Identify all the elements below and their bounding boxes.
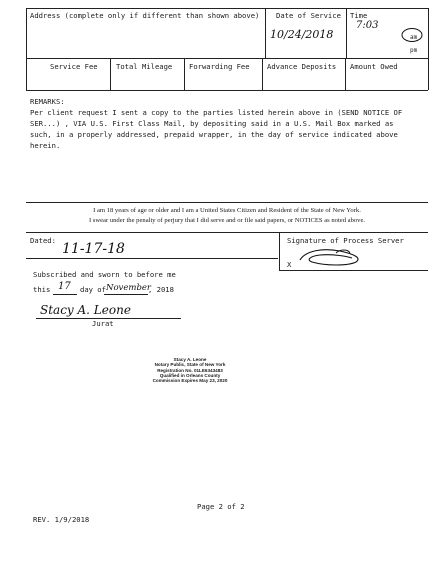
statement-top-rule [26,202,428,203]
signature-underline [279,270,428,271]
forwarding-fee-label: Forwarding Fee [189,62,250,71]
x-mark: X [287,260,292,269]
date-of-service-label: Date of Service [276,11,341,20]
dated-underline [26,258,278,259]
table-bottom-border [26,90,428,91]
notary-county: Qualified in Orleans County [159,372,221,378]
notary-registration: Registration No. 01LE6343483 [157,367,223,373]
remarks-line-2: SER...) , VIA U.S. First Class Mail, by depositing said in a U.S. Mail Box marked as [30,119,394,128]
remarks-line-4: herein. [30,141,61,150]
jurat-label: Jurat [92,319,114,328]
col-divider-time [346,8,347,58]
month-underline [104,294,148,295]
fee-col-divider-2 [184,58,185,90]
dated-value: 11-17-18 [62,241,125,257]
signature-divider [279,232,280,270]
jurat-day-of: day of [80,285,106,294]
time-label: Time [350,11,368,20]
address-label: Address (complete only if different than shown above) [30,11,260,20]
notary-commission: Commission Expires May 23, 2020 [152,378,228,384]
notary-title: Notary Public, State of New York [154,362,226,368]
subscribed-text: Subscribed and sworn to before me [33,270,176,279]
jurat-this: this [33,285,51,294]
remarks-line-3: such, in a properly addressed, prepaid wrapper, in the day of service indicated above [30,130,398,139]
time-value: 7:03 [356,20,379,31]
notary-stamp [125,357,255,383]
jurat-month: November [106,283,151,293]
pm-label: pm [410,47,418,54]
jurat-day-number: 17 [58,281,71,292]
day-underline [53,294,77,295]
process-server-label: Signature of Process Server [287,236,404,245]
table-row-divider [26,58,428,59]
service-fee-label: Service Fee [50,62,98,71]
advance-deposits-label: Advance Deposits [267,62,337,71]
fee-col-divider-4 [345,58,346,90]
revision-label: REV. 1/9/2018 [33,515,90,524]
dated-top-rule [26,232,428,233]
table-left-border [26,8,27,90]
am-label: am [410,34,418,41]
statement-line-1: I am 18 years of age or older and I am a United States Citizen and Resident of the State of New York. [93,207,361,214]
statement-line-2: I swear under the penalty of perjury that I did serve and or file said papers, or NOTICES as noted above. [88,217,366,224]
remarks-label: REMARKS: [30,97,65,106]
table-top-border [26,8,428,9]
table-right-border [428,8,429,90]
total-mileage-label: Total Mileage [116,62,173,71]
am-circle [400,27,424,43]
amount-owed-label: Amount Owed [350,62,398,71]
page-number: Page 2 of 2 [197,502,245,511]
fee-col-divider-1 [110,58,111,90]
notary-name: Stacy A. Leone [173,357,207,362]
process-server-signature [296,244,368,268]
dated-label: Dated: [30,236,56,245]
remarks-line-1: Per client request I sent a copy to the parties listed herein above in (SEND NOTICE OF [30,108,403,117]
fee-col-divider-3 [262,58,263,90]
date-of-service-value: 10/24/2018 [270,28,334,41]
jurat-signature: Stacy A. Leone [40,303,131,317]
col-divider-date [265,8,266,58]
jurat-year: , 2018 [148,285,174,294]
